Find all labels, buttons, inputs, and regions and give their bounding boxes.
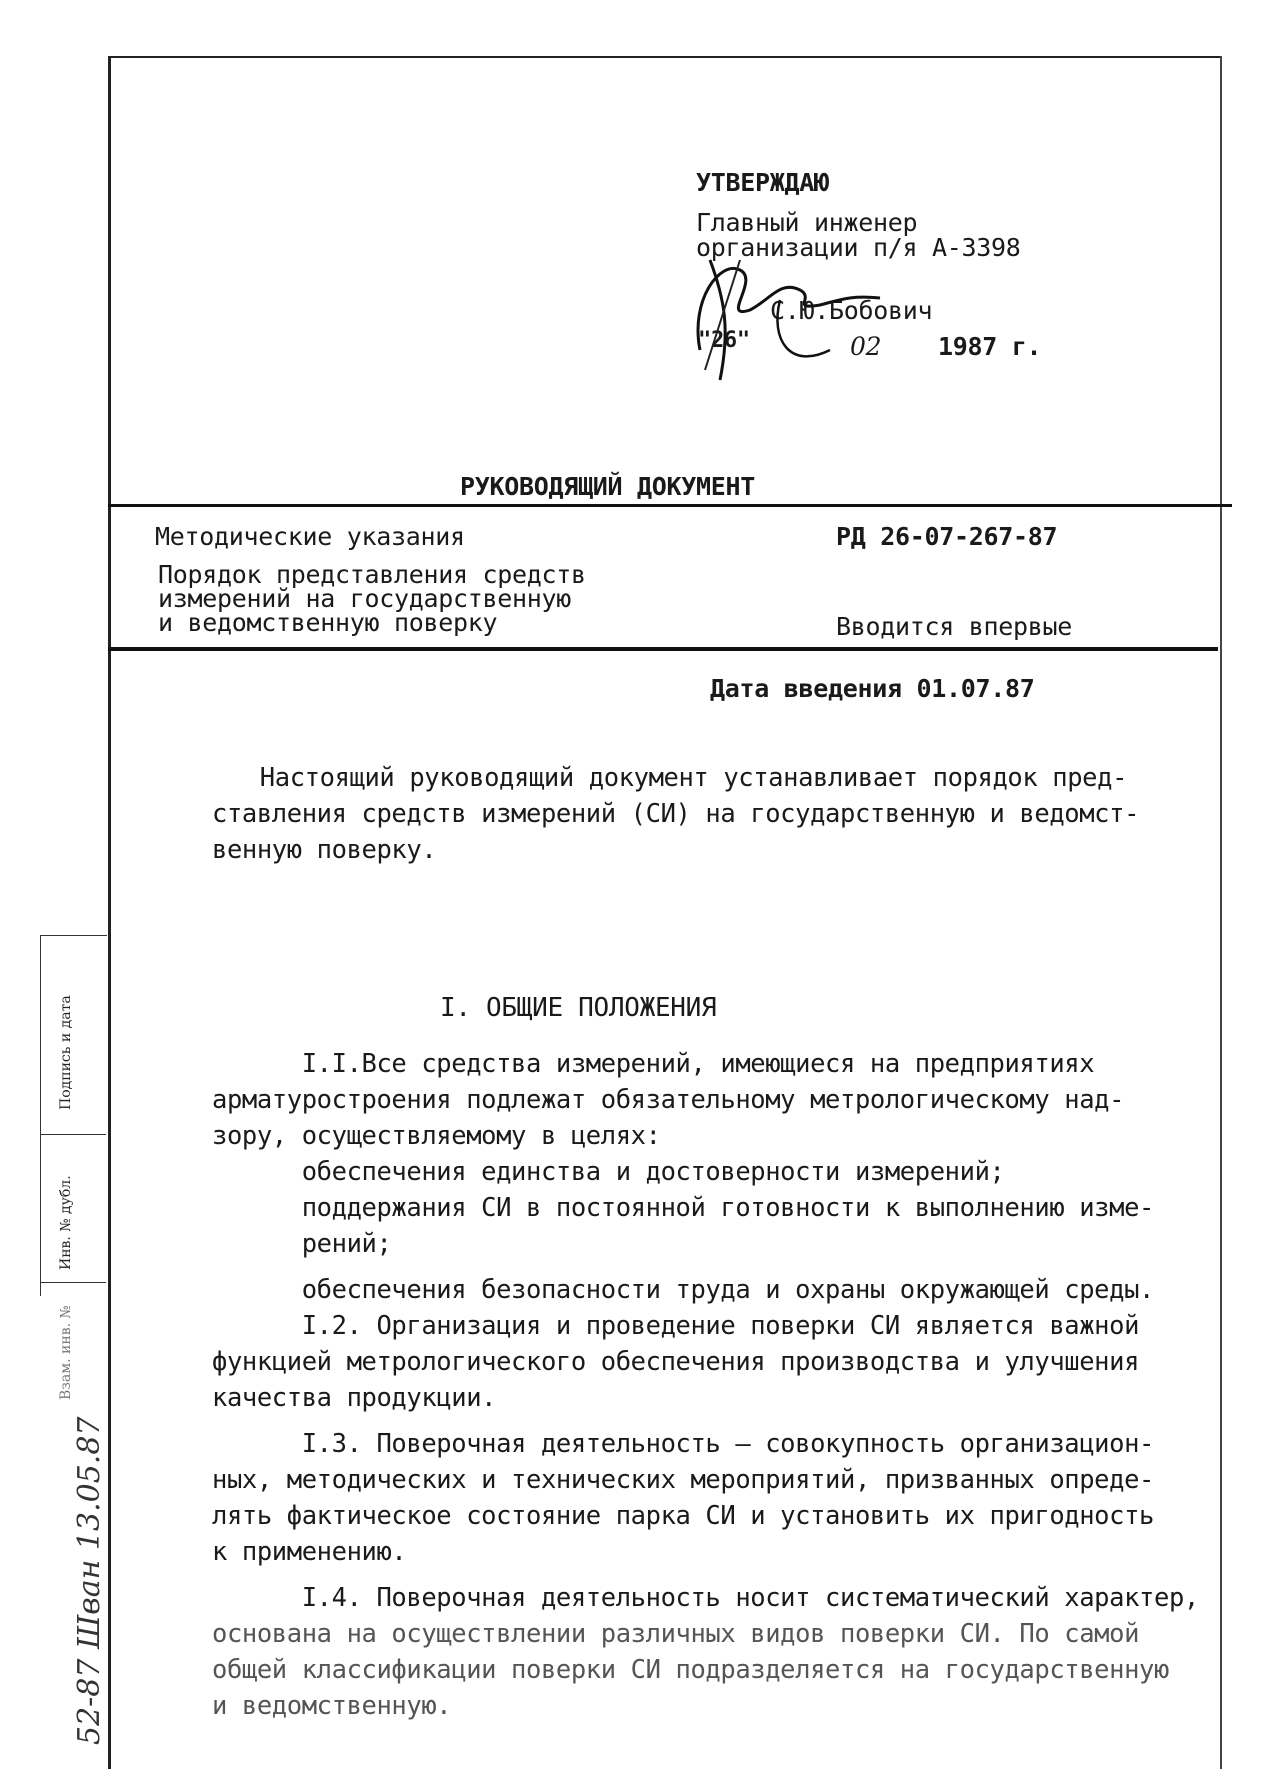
body-line-17: общей классификации поверки СИ подразделяется на государственную bbox=[212, 1655, 1169, 1685]
body-line-7: обеспечения безопасности труда и охраны окружающей среды. bbox=[212, 1275, 1154, 1305]
doc-type-heading: РУКОВОДЯЩИЙ ДОКУМЕНТ bbox=[460, 472, 756, 501]
doc-category: Методические указания bbox=[155, 522, 465, 551]
section-title: I. ОБЩИЕ ПОЛОЖЕНИЯ bbox=[440, 993, 717, 1023]
margin-label-dup: Инв. № дубл. bbox=[58, 1175, 74, 1270]
approval-date-day: "26" bbox=[698, 328, 750, 353]
doc-status: Вводится впервые bbox=[836, 612, 1073, 641]
body-line-14: к применению. bbox=[212, 1537, 407, 1567]
approval-year: 1987 г. bbox=[938, 332, 1042, 361]
doc-code: РД 26-07-267-87 bbox=[836, 522, 1058, 551]
approval-heading: УТВЕРЖДАЮ bbox=[696, 168, 829, 197]
body-line-15: I.4. Поверочная деятельность носит систематический характер, bbox=[212, 1583, 1199, 1613]
frame-right-line bbox=[1220, 56, 1222, 1769]
intro-date: Дата введения 01.07.87 bbox=[710, 674, 1035, 703]
body-line-11: I.3. Поверочная деятельность – совокупность организацион- bbox=[212, 1429, 1154, 1459]
body-line-3: зору, осуществляемому в целях: bbox=[212, 1121, 661, 1151]
header-top-rule bbox=[108, 504, 1232, 507]
intro-line-1: Настоящий руководящий документ устанавливает порядок пред- bbox=[200, 763, 1128, 793]
margin-handwritten-note: 52-87 Шван 13.05.87 bbox=[72, 1416, 107, 1745]
intro-line-3: венную поверку. bbox=[212, 835, 437, 865]
doc-title-line2: измерений на государственную bbox=[158, 584, 572, 613]
frame-top-line bbox=[108, 56, 1222, 58]
body-line-16: основана на осуществлении различных видов поверки СИ. По самой bbox=[212, 1619, 1140, 1649]
doc-title-line1: Порядок представления средств bbox=[158, 560, 586, 589]
approval-position-line2: организации п/я А-3398 bbox=[696, 233, 1021, 262]
body-line-4: обеспечения единства и достоверности измерений; bbox=[212, 1157, 1005, 1187]
body-line-10: качества продукции. bbox=[212, 1383, 497, 1413]
body-line-13: лять фактическое состояние парка СИ и установить их пригодность bbox=[212, 1501, 1154, 1531]
approval-date-month: 02 bbox=[850, 332, 882, 361]
body-line-9: функцией метрологического обеспечения производства и улучшения bbox=[212, 1347, 1140, 1377]
body-line-18: и ведомственную. bbox=[212, 1691, 452, 1721]
body-line-8: I.2. Организация и проведение поверки СИ является важной bbox=[212, 1311, 1140, 1341]
frame-left-line bbox=[108, 56, 111, 1769]
signature-graphic bbox=[680, 240, 900, 390]
doc-title-line3: и ведомственную поверку bbox=[158, 608, 498, 637]
body-line-12: ных, методических и технических мероприятий, призванных опреде- bbox=[212, 1465, 1154, 1495]
header-bottom-rule bbox=[108, 647, 1218, 651]
body-line-2: арматуростроения подлежат обязательному метрологическому над- bbox=[212, 1085, 1125, 1115]
body-line-6: рений; bbox=[212, 1229, 392, 1259]
body-line-5: поддержания СИ в постоянной готовности к выполнению изме- bbox=[212, 1193, 1154, 1223]
margin-label-signature: Подпись и дата bbox=[58, 995, 74, 1110]
approval-name: С.Ю.Бобович bbox=[770, 296, 933, 325]
margin-label-inv: Взам. инв. № bbox=[58, 1305, 74, 1400]
intro-line-2: ставления средств измерений (СИ) на государственную и ведомст- bbox=[212, 799, 1140, 829]
approval-position-line1: Главный инженер bbox=[696, 208, 918, 237]
body-line-1: I.I.Все средства измерений, имеющиеся на предприятиях bbox=[212, 1049, 1095, 1079]
